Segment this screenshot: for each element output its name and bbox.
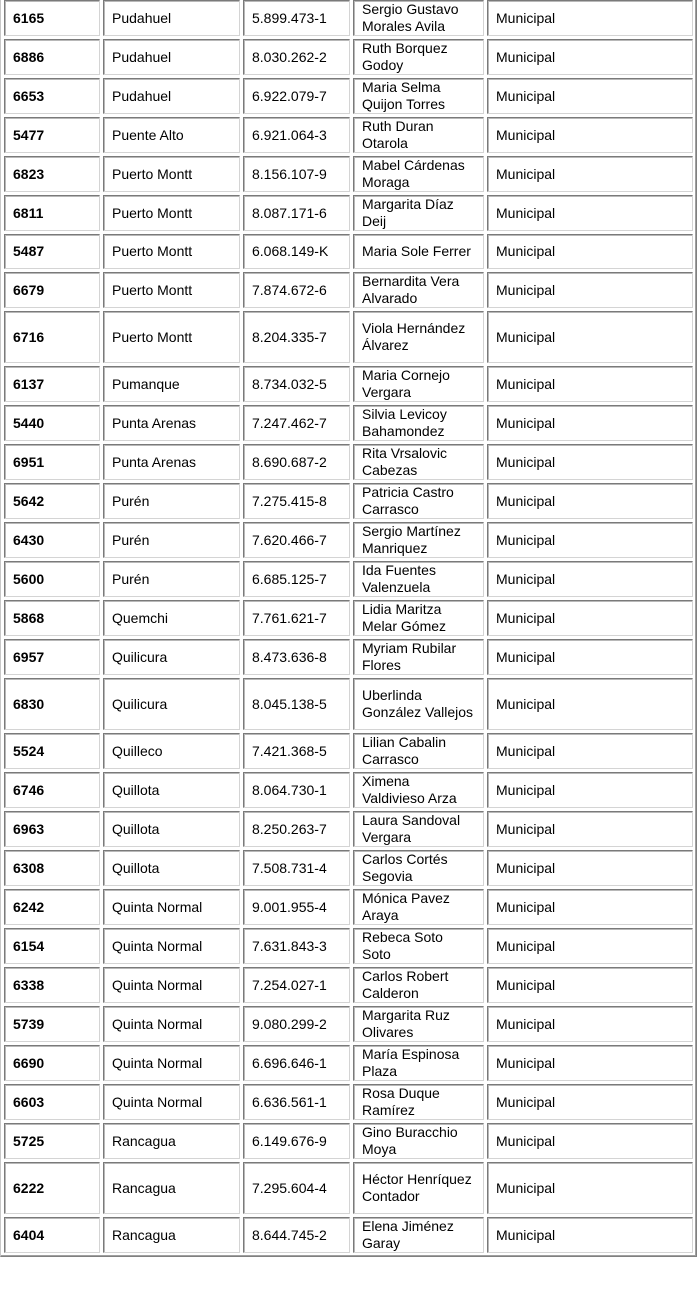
commune-cell: Quinta Normal — [103, 1045, 240, 1081]
rut-cell: 9.080.299-2 — [243, 1006, 350, 1042]
row-id-cell: 6951 — [4, 444, 100, 480]
name-cell: Maria Cornejo Vergara — [353, 366, 484, 402]
row-id-cell: 6957 — [4, 639, 100, 675]
type-cell: Municipal — [487, 811, 693, 847]
row-id-cell: 6404 — [4, 1217, 100, 1253]
name-cell: Ruth Borquez Godoy — [353, 39, 484, 75]
table-row — [4, 1217, 693, 1253]
commune-cell: Pudahuel — [103, 78, 240, 114]
table-row — [4, 1084, 693, 1120]
type-cell: Municipal — [487, 600, 693, 636]
commune-cell: Purén — [103, 561, 240, 597]
type-cell: Municipal — [487, 889, 693, 925]
commune-cell: Quemchi — [103, 600, 240, 636]
name-cell: Maria Selma Quijon Torres — [353, 78, 484, 114]
type-cell: Municipal — [487, 678, 693, 730]
rut-cell: 9.001.955-4 — [243, 889, 350, 925]
table-row — [4, 39, 693, 75]
row-id-cell: 6811 — [4, 195, 100, 231]
commune-cell: Rancagua — [103, 1217, 240, 1253]
row-id-cell: 5600 — [4, 561, 100, 597]
row-id-cell: 6165 — [4, 0, 100, 36]
rut-cell: 8.204.335-7 — [243, 311, 350, 363]
row-id-cell: 6308 — [4, 850, 100, 886]
name-cell: Sergio Gustavo Morales Avila — [353, 0, 484, 36]
name-cell: Margarita Ruz Olivares — [353, 1006, 484, 1042]
type-cell: Municipal — [487, 522, 693, 558]
table-row — [4, 850, 693, 886]
table-row — [4, 1162, 693, 1214]
row-id-cell: 6603 — [4, 1084, 100, 1120]
name-cell: Mabel Cárdenas Moraga — [353, 156, 484, 192]
rut-cell: 8.087.171-6 — [243, 195, 350, 231]
table-row — [4, 639, 693, 675]
name-cell: Ida Fuentes Valenzuela — [353, 561, 484, 597]
table-row — [4, 561, 693, 597]
table-row — [4, 678, 693, 730]
name-cell: Maria Sole Ferrer — [353, 234, 484, 269]
type-cell: Municipal — [487, 1123, 693, 1159]
name-cell: Myriam Rubilar Flores — [353, 639, 484, 675]
table-row — [4, 889, 693, 925]
row-id-cell: 6963 — [4, 811, 100, 847]
rut-cell: 6.921.064-3 — [243, 117, 350, 153]
type-cell: Municipal — [487, 39, 693, 75]
commune-cell: Puerto Montt — [103, 311, 240, 363]
row-id-cell: 6222 — [4, 1162, 100, 1214]
type-cell: Municipal — [487, 639, 693, 675]
rut-cell: 7.421.368-5 — [243, 733, 350, 769]
table-row — [4, 444, 693, 480]
row-id-cell: 5440 — [4, 405, 100, 441]
type-cell: Municipal — [487, 234, 693, 269]
results-table-body — [4, 0, 693, 1253]
type-cell: Municipal — [487, 1162, 693, 1214]
row-id-cell: 6430 — [4, 522, 100, 558]
row-id-cell: 6679 — [4, 272, 100, 308]
type-cell: Municipal — [487, 195, 693, 231]
commune-cell: Pudahuel — [103, 0, 240, 36]
type-cell: Municipal — [487, 1006, 693, 1042]
rut-cell: 8.644.745-2 — [243, 1217, 350, 1253]
rut-cell: 6.636.561-1 — [243, 1084, 350, 1120]
type-cell: Municipal — [487, 444, 693, 480]
type-cell: Municipal — [487, 772, 693, 808]
type-cell: Municipal — [487, 117, 693, 153]
name-cell: Rita Vrsalovic Cabezas — [353, 444, 484, 480]
table-row — [4, 195, 693, 231]
name-cell: Uberlinda González Vallejos — [353, 678, 484, 730]
row-id-cell: 5642 — [4, 483, 100, 519]
rut-cell: 7.620.466-7 — [243, 522, 350, 558]
name-cell: María Espinosa Plaza — [353, 1045, 484, 1081]
commune-cell: Quilleco — [103, 733, 240, 769]
row-id-cell: 5868 — [4, 600, 100, 636]
commune-cell: Purén — [103, 522, 240, 558]
name-cell: Elena Jiménez Garay — [353, 1217, 484, 1253]
table-row — [4, 733, 693, 769]
row-id-cell: 5739 — [4, 1006, 100, 1042]
name-cell: Bernardita Vera Alvarado — [353, 272, 484, 308]
table-row — [4, 483, 693, 519]
commune-cell: Quillota — [103, 772, 240, 808]
row-id-cell: 6154 — [4, 928, 100, 964]
name-cell: Patricia Castro Carrasco — [353, 483, 484, 519]
row-id-cell: 6823 — [4, 156, 100, 192]
rut-cell: 6.696.646-1 — [243, 1045, 350, 1081]
name-cell: Margarita Díaz Deij — [353, 195, 484, 231]
type-cell: Municipal — [487, 78, 693, 114]
commune-cell: Puerto Montt — [103, 272, 240, 308]
commune-cell: Rancagua — [103, 1123, 240, 1159]
table-row — [4, 0, 693, 36]
row-id-cell: 6338 — [4, 967, 100, 1003]
rut-cell: 8.045.138-5 — [243, 678, 350, 730]
name-cell: Lilian Cabalin Carrasco — [353, 733, 484, 769]
table-row — [4, 117, 693, 153]
rut-cell: 7.761.621-7 — [243, 600, 350, 636]
table-row — [4, 156, 693, 192]
name-cell: Laura Sandoval Vergara — [353, 811, 484, 847]
commune-cell: Rancagua — [103, 1162, 240, 1214]
table-row — [4, 311, 693, 363]
name-cell: Ximena Valdivieso Arza — [353, 772, 484, 808]
commune-cell: Quilicura — [103, 678, 240, 730]
row-id-cell: 5524 — [4, 733, 100, 769]
commune-cell: Puerto Montt — [103, 156, 240, 192]
table-row — [4, 1006, 693, 1042]
rut-cell: 7.254.027-1 — [243, 967, 350, 1003]
name-cell: Gino Buracchio Moya — [353, 1123, 484, 1159]
type-cell: Municipal — [487, 0, 693, 36]
table-row — [4, 967, 693, 1003]
name-cell: Ruth Duran Otarola — [353, 117, 484, 153]
commune-cell: Quinta Normal — [103, 967, 240, 1003]
table-row — [4, 272, 693, 308]
commune-cell: Quinta Normal — [103, 889, 240, 925]
name-cell: Lidia Maritza Melar Gómez — [353, 600, 484, 636]
row-id-cell: 6830 — [4, 678, 100, 730]
type-cell: Municipal — [487, 483, 693, 519]
row-id-cell: 5725 — [4, 1123, 100, 1159]
row-id-cell: 6746 — [4, 772, 100, 808]
name-cell: Carlos Cortés Segovia — [353, 850, 484, 886]
type-cell: Municipal — [487, 1045, 693, 1081]
table-row — [4, 234, 693, 269]
rut-cell: 7.247.462-7 — [243, 405, 350, 441]
table-row — [4, 78, 693, 114]
commune-cell: Quilicura — [103, 639, 240, 675]
row-id-cell: 6137 — [4, 366, 100, 402]
rut-cell: 8.064.730-1 — [243, 772, 350, 808]
table-row — [4, 1045, 693, 1081]
commune-cell: Puente Alto — [103, 117, 240, 153]
rut-cell: 6.149.676-9 — [243, 1123, 350, 1159]
row-id-cell: 6242 — [4, 889, 100, 925]
type-cell: Municipal — [487, 928, 693, 964]
table-row — [4, 405, 693, 441]
table-row — [4, 600, 693, 636]
rut-cell: 8.690.687-2 — [243, 444, 350, 480]
table-row — [4, 522, 693, 558]
rut-cell: 7.508.731-4 — [243, 850, 350, 886]
table-row — [4, 1123, 693, 1159]
commune-cell: Puerto Montt — [103, 234, 240, 269]
commune-cell: Quinta Normal — [103, 1006, 240, 1042]
rut-cell: 7.874.672-6 — [243, 272, 350, 308]
type-cell: Municipal — [487, 1084, 693, 1120]
type-cell: Municipal — [487, 311, 693, 363]
rut-cell: 7.631.843-3 — [243, 928, 350, 964]
rut-cell: 8.734.032-5 — [243, 366, 350, 402]
commune-cell: Purén — [103, 483, 240, 519]
name-cell: Viola Hernández Álvarez — [353, 311, 484, 363]
rut-cell: 5.899.473-1 — [243, 0, 350, 36]
type-cell: Municipal — [487, 733, 693, 769]
rut-cell: 7.295.604-4 — [243, 1162, 350, 1214]
row-id-cell: 6690 — [4, 1045, 100, 1081]
table-row — [4, 772, 693, 808]
commune-cell: Punta Arenas — [103, 444, 240, 480]
rut-cell: 6.685.125-7 — [243, 561, 350, 597]
rut-cell: 6.922.079-7 — [243, 78, 350, 114]
type-cell: Municipal — [487, 850, 693, 886]
row-id-cell: 6653 — [4, 78, 100, 114]
name-cell: Mónica Pavez Araya — [353, 889, 484, 925]
type-cell: Municipal — [487, 272, 693, 308]
commune-cell: Pumanque — [103, 366, 240, 402]
commune-cell: Punta Arenas — [103, 405, 240, 441]
name-cell: Rebeca Soto Soto — [353, 928, 484, 964]
commune-cell: Quinta Normal — [103, 928, 240, 964]
row-id-cell: 6886 — [4, 39, 100, 75]
table-row — [4, 366, 693, 402]
rut-cell: 7.275.415-8 — [243, 483, 350, 519]
type-cell: Municipal — [487, 405, 693, 441]
commune-cell: Puerto Montt — [103, 195, 240, 231]
name-cell: Carlos Robert Calderon — [353, 967, 484, 1003]
type-cell: Municipal — [487, 967, 693, 1003]
row-id-cell: 5487 — [4, 234, 100, 269]
name-cell: Silvia Levicoy Bahamondez — [353, 405, 484, 441]
type-cell: Municipal — [487, 561, 693, 597]
commune-cell: Quinta Normal — [103, 1084, 240, 1120]
name-cell: Héctor Henríquez Contador — [353, 1162, 484, 1214]
commune-cell: Quillota — [103, 850, 240, 886]
rut-cell: 8.156.107-9 — [243, 156, 350, 192]
name-cell: Rosa Duque Ramírez — [353, 1084, 484, 1120]
row-id-cell: 6716 — [4, 311, 100, 363]
rut-cell: 8.473.636-8 — [243, 639, 350, 675]
name-cell: Sergio Martínez Manriquez — [353, 522, 484, 558]
rut-cell: 8.250.263-7 — [243, 811, 350, 847]
commune-cell: Pudahuel — [103, 39, 240, 75]
row-id-cell: 5477 — [4, 117, 100, 153]
table-row — [4, 811, 693, 847]
commune-cell: Quillota — [103, 811, 240, 847]
rut-cell: 8.030.262-2 — [243, 39, 350, 75]
type-cell: Municipal — [487, 1217, 693, 1253]
table-row — [4, 928, 693, 964]
rut-cell: 6.068.149-K — [243, 234, 350, 269]
type-cell: Municipal — [487, 156, 693, 192]
type-cell: Municipal — [487, 366, 693, 402]
